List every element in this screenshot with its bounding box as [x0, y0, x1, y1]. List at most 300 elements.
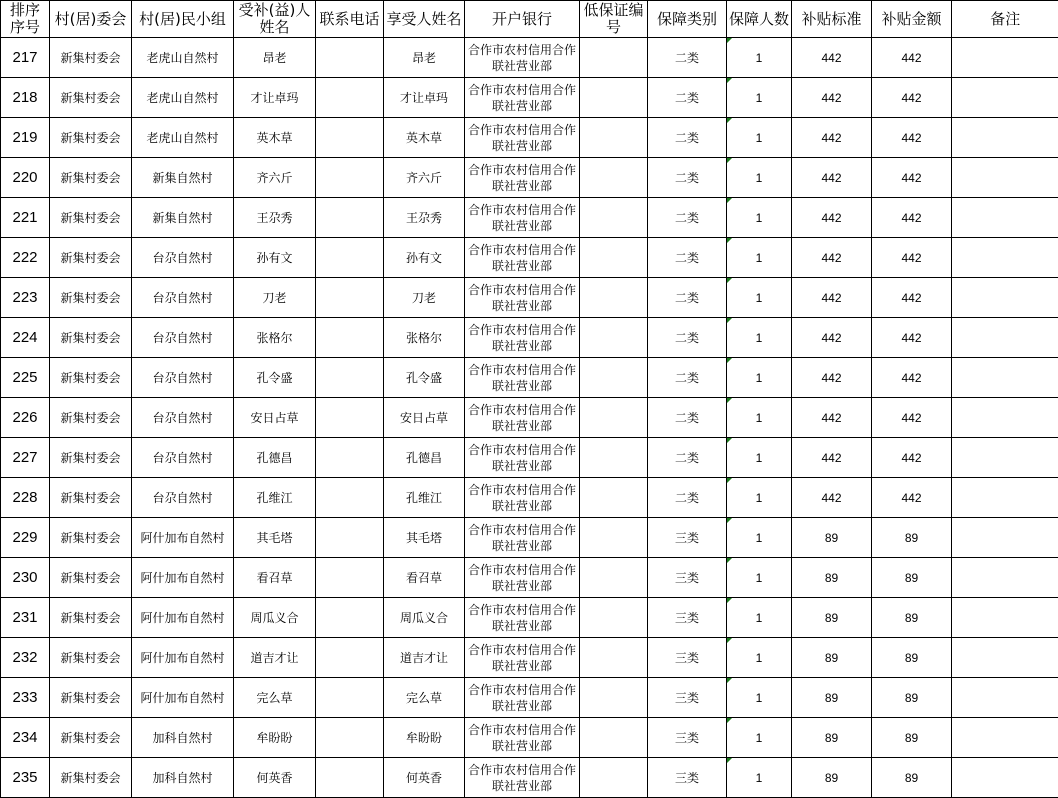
cell-bank: 合作市农村信用合作联社营业部	[465, 78, 580, 118]
cell-group: 台尕自然村	[132, 478, 234, 518]
cell-group: 加科自然村	[132, 718, 234, 758]
cell-count-value: 1	[756, 331, 763, 345]
comment-marker-icon	[727, 238, 732, 243]
cell-count	[727, 278, 792, 318]
cell-seq: 223	[1, 278, 50, 318]
cell-recipient: 王尕秀	[234, 198, 316, 238]
comment-marker-icon	[727, 358, 732, 363]
cell-seq: 231	[1, 598, 50, 638]
cell-standard: 89	[792, 758, 872, 798]
cell-bank: 合作市农村信用合作联社营业部	[465, 598, 580, 638]
header-phone: 联系电话	[316, 1, 384, 38]
cell-committee: 新集村委会	[50, 558, 132, 598]
cell-note	[952, 518, 1058, 558]
cell-count-value: 1	[756, 51, 763, 65]
cell-group: 阿什加布自然村	[132, 598, 234, 638]
table-row	[1, 358, 1058, 398]
cell-cert	[580, 318, 648, 358]
cell-count	[727, 78, 792, 118]
cell-note	[952, 598, 1058, 638]
cell-category: 三类	[648, 518, 727, 558]
cell-count-value: 1	[756, 171, 763, 185]
cell-committee: 新集村委会	[50, 318, 132, 358]
cell-phone	[316, 518, 384, 558]
cell-note	[952, 478, 1058, 518]
table-row	[1, 758, 1058, 798]
cell-phone	[316, 558, 384, 598]
cell-seq: 225	[1, 358, 50, 398]
cell-beneficiary: 孔德昌	[384, 438, 465, 478]
cell-category: 二类	[648, 158, 727, 198]
table-row	[1, 438, 1058, 478]
cell-committee: 新集村委会	[50, 358, 132, 398]
cell-amount: 442	[872, 118, 952, 158]
header-recipient: 受补(益)人姓名	[234, 1, 316, 38]
cell-beneficiary: 英木草	[384, 118, 465, 158]
cell-committee: 新集村委会	[50, 518, 132, 558]
cell-count	[727, 38, 792, 78]
cell-cert	[580, 38, 648, 78]
cell-note	[952, 318, 1058, 358]
cell-committee: 新集村委会	[50, 238, 132, 278]
cell-recipient: 安日占草	[234, 398, 316, 438]
cell-recipient: 刀老	[234, 278, 316, 318]
table-row	[1, 318, 1058, 358]
cell-amount: 89	[872, 558, 952, 598]
comment-marker-icon	[727, 718, 732, 723]
cell-phone	[316, 718, 384, 758]
cell-cert	[580, 438, 648, 478]
cell-cert	[580, 758, 648, 798]
cell-recipient: 周瓜义合	[234, 598, 316, 638]
cell-recipient: 张格尔	[234, 318, 316, 358]
cell-beneficiary: 刀老	[384, 278, 465, 318]
cell-standard: 442	[792, 398, 872, 438]
cell-bank: 合作市农村信用合作联社营业部	[465, 478, 580, 518]
cell-beneficiary: 完么草	[384, 678, 465, 718]
cell-group: 台尕自然村	[132, 238, 234, 278]
comment-marker-icon	[727, 438, 732, 443]
cell-committee: 新集村委会	[50, 78, 132, 118]
comment-marker-icon	[727, 198, 732, 203]
cell-standard: 89	[792, 718, 872, 758]
cell-count	[727, 558, 792, 598]
cell-amount: 442	[872, 158, 952, 198]
cell-bank: 合作市农村信用合作联社营业部	[465, 718, 580, 758]
cell-beneficiary: 孔维江	[384, 478, 465, 518]
cell-category: 三类	[648, 558, 727, 598]
cell-beneficiary: 其毛塔	[384, 518, 465, 558]
cell-beneficiary: 牟盼盼	[384, 718, 465, 758]
cell-group: 阿什加布自然村	[132, 518, 234, 558]
cell-cert	[580, 678, 648, 718]
cell-amount: 442	[872, 318, 952, 358]
cell-group: 台尕自然村	[132, 358, 234, 398]
table-row	[1, 718, 1058, 758]
cell-note	[952, 78, 1058, 118]
cell-seq: 229	[1, 518, 50, 558]
cell-cert	[580, 198, 648, 238]
cell-count-value: 1	[756, 611, 763, 625]
cell-phone	[316, 118, 384, 158]
cell-amount: 442	[872, 398, 952, 438]
cell-recipient: 孔令盛	[234, 358, 316, 398]
cell-count	[727, 718, 792, 758]
header-bank: 开户银行	[465, 1, 580, 38]
cell-phone	[316, 238, 384, 278]
cell-group: 台尕自然村	[132, 278, 234, 318]
table-row	[1, 198, 1058, 238]
cell-count-value: 1	[756, 371, 763, 385]
comment-marker-icon	[727, 278, 732, 283]
header-group: 村(居)民小组	[132, 1, 234, 38]
table-row	[1, 118, 1058, 158]
header-count: 保障人数	[727, 1, 792, 38]
cell-category: 二类	[648, 198, 727, 238]
cell-seq: 220	[1, 158, 50, 198]
cell-standard: 442	[792, 438, 872, 478]
cell-amount: 89	[872, 518, 952, 558]
cell-beneficiary: 道吉才让	[384, 638, 465, 678]
cell-standard: 442	[792, 478, 872, 518]
cell-count-value: 1	[756, 211, 763, 225]
cell-note	[952, 118, 1058, 158]
cell-standard: 89	[792, 678, 872, 718]
cell-group: 老虎山自然村	[132, 118, 234, 158]
cell-amount: 89	[872, 638, 952, 678]
cell-count-value: 1	[756, 451, 763, 465]
cell-count-value: 1	[756, 131, 763, 145]
cell-count-value: 1	[756, 491, 763, 505]
cell-note	[952, 238, 1058, 278]
cell-standard: 89	[792, 558, 872, 598]
cell-recipient: 道吉才让	[234, 638, 316, 678]
cell-category: 三类	[648, 638, 727, 678]
cell-count	[727, 758, 792, 798]
cell-category: 二类	[648, 278, 727, 318]
comment-marker-icon	[727, 38, 732, 43]
cell-group: 台尕自然村	[132, 438, 234, 478]
comment-marker-icon	[727, 158, 732, 163]
cell-note	[952, 158, 1058, 198]
cell-cert	[580, 278, 648, 318]
cell-phone	[316, 398, 384, 438]
cell-committee: 新集村委会	[50, 478, 132, 518]
cell-count-value: 1	[756, 291, 763, 305]
cell-category: 二类	[648, 118, 727, 158]
cell-beneficiary: 孙有文	[384, 238, 465, 278]
cell-phone	[316, 638, 384, 678]
cell-note	[952, 718, 1058, 758]
cell-recipient: 孙有文	[234, 238, 316, 278]
cell-count-value: 1	[756, 571, 763, 585]
table-row	[1, 478, 1058, 518]
cell-recipient: 完么草	[234, 678, 316, 718]
cell-note	[952, 758, 1058, 798]
table-row	[1, 158, 1058, 198]
cell-recipient: 齐六斤	[234, 158, 316, 198]
cell-seq: 233	[1, 678, 50, 718]
cell-bank: 合作市农村信用合作联社营业部	[465, 158, 580, 198]
cell-group: 老虎山自然村	[132, 38, 234, 78]
cell-count	[727, 638, 792, 678]
cell-count	[727, 318, 792, 358]
cell-bank: 合作市农村信用合作联社营业部	[465, 438, 580, 478]
cell-count-value: 1	[756, 91, 763, 105]
cell-committee: 新集村委会	[50, 718, 132, 758]
header-cert: 低保证编号	[580, 1, 648, 38]
cell-committee: 新集村委会	[50, 38, 132, 78]
cell-amount: 442	[872, 438, 952, 478]
cell-count	[727, 198, 792, 238]
cell-amount: 442	[872, 278, 952, 318]
cell-phone	[316, 598, 384, 638]
cell-recipient: 其毛塔	[234, 518, 316, 558]
cell-bank: 合作市农村信用合作联社营业部	[465, 518, 580, 558]
cell-committee: 新集村委会	[50, 758, 132, 798]
cell-count	[727, 678, 792, 718]
comment-marker-icon	[727, 318, 732, 323]
cell-seq: 218	[1, 78, 50, 118]
cell-cert	[580, 598, 648, 638]
cell-committee: 新集村委会	[50, 118, 132, 158]
cell-phone	[316, 158, 384, 198]
cell-note	[952, 438, 1058, 478]
cell-phone	[316, 678, 384, 718]
header-seq: 排序 序号	[1, 1, 50, 38]
cell-committee: 新集村委会	[50, 198, 132, 238]
cell-note	[952, 638, 1058, 678]
cell-bank: 合作市农村信用合作联社营业部	[465, 758, 580, 798]
cell-standard: 442	[792, 238, 872, 278]
cell-cert	[580, 78, 648, 118]
cell-phone	[316, 278, 384, 318]
cell-recipient: 牟盼盼	[234, 718, 316, 758]
cell-standard: 89	[792, 598, 872, 638]
cell-phone	[316, 358, 384, 398]
cell-bank: 合作市农村信用合作联社营业部	[465, 398, 580, 438]
cell-beneficiary: 王尕秀	[384, 198, 465, 238]
cell-note	[952, 558, 1058, 598]
cell-note	[952, 398, 1058, 438]
cell-count	[727, 238, 792, 278]
cell-seq: 219	[1, 118, 50, 158]
cell-committee: 新集村委会	[50, 438, 132, 478]
cell-phone	[316, 438, 384, 478]
table-row	[1, 678, 1058, 718]
cell-category: 二类	[648, 38, 727, 78]
header-amount: 补贴金额	[872, 1, 952, 38]
cell-seq: 221	[1, 198, 50, 238]
cell-seq: 230	[1, 558, 50, 598]
table-row	[1, 518, 1058, 558]
cell-bank: 合作市农村信用合作联社营业部	[465, 638, 580, 678]
cell-group: 阿什加布自然村	[132, 558, 234, 598]
cell-count	[727, 398, 792, 438]
cell-cert	[580, 638, 648, 678]
cell-count	[727, 438, 792, 478]
cell-standard: 442	[792, 198, 872, 238]
cell-cert	[580, 558, 648, 598]
comment-marker-icon	[727, 518, 732, 523]
cell-seq: 226	[1, 398, 50, 438]
cell-note	[952, 678, 1058, 718]
cell-note	[952, 358, 1058, 398]
comment-marker-icon	[727, 758, 732, 763]
cell-seq: 222	[1, 238, 50, 278]
cell-phone	[316, 198, 384, 238]
cell-amount: 442	[872, 38, 952, 78]
header-committee: 村(居)委会	[50, 1, 132, 38]
cell-bank: 合作市农村信用合作联社营业部	[465, 198, 580, 238]
cell-category: 二类	[648, 78, 727, 118]
cell-count-value: 1	[756, 691, 763, 705]
cell-count	[727, 158, 792, 198]
cell-category: 二类	[648, 238, 727, 278]
cell-committee: 新集村委会	[50, 398, 132, 438]
cell-seq: 227	[1, 438, 50, 478]
cell-count-value: 1	[756, 531, 763, 545]
cell-committee: 新集村委会	[50, 598, 132, 638]
cell-beneficiary: 齐六斤	[384, 158, 465, 198]
cell-beneficiary: 才让卓玛	[384, 78, 465, 118]
cell-group: 老虎山自然村	[132, 78, 234, 118]
cell-group: 新集自然村	[132, 198, 234, 238]
cell-beneficiary: 张格尔	[384, 318, 465, 358]
cell-count-value: 1	[756, 651, 763, 665]
cell-standard: 442	[792, 78, 872, 118]
cell-recipient: 何英香	[234, 758, 316, 798]
cell-count-value: 1	[756, 411, 763, 425]
cell-recipient: 昂老	[234, 38, 316, 78]
cell-phone	[316, 758, 384, 798]
table-row	[1, 398, 1058, 438]
comment-marker-icon	[727, 398, 732, 403]
cell-count-value: 1	[756, 771, 763, 785]
cell-count-value: 1	[756, 731, 763, 745]
cell-recipient: 看召草	[234, 558, 316, 598]
cell-seq: 232	[1, 638, 50, 678]
comment-marker-icon	[727, 558, 732, 563]
cell-category: 二类	[648, 438, 727, 478]
cell-group: 台尕自然村	[132, 318, 234, 358]
cell-standard: 442	[792, 358, 872, 398]
cell-standard: 442	[792, 118, 872, 158]
header-beneficiary: 享受人姓名	[384, 1, 465, 38]
cell-recipient: 英木草	[234, 118, 316, 158]
cell-seq: 228	[1, 478, 50, 518]
cell-bank: 合作市农村信用合作联社营业部	[465, 118, 580, 158]
table-body	[1, 38, 1058, 798]
cell-category: 二类	[648, 318, 727, 358]
cell-category: 二类	[648, 478, 727, 518]
cell-cert	[580, 718, 648, 758]
cell-bank: 合作市农村信用合作联社营业部	[465, 678, 580, 718]
cell-standard: 442	[792, 318, 872, 358]
cell-amount: 442	[872, 478, 952, 518]
cell-committee: 新集村委会	[50, 158, 132, 198]
cell-bank: 合作市农村信用合作联社营业部	[465, 358, 580, 398]
comment-marker-icon	[727, 478, 732, 483]
cell-beneficiary: 安日占草	[384, 398, 465, 438]
cell-bank: 合作市农村信用合作联社营业部	[465, 318, 580, 358]
table-row	[1, 638, 1058, 678]
cell-amount: 442	[872, 78, 952, 118]
header-note: 备注	[952, 1, 1058, 38]
header-category: 保障类别	[648, 1, 727, 38]
cell-seq: 235	[1, 758, 50, 798]
cell-count-value: 1	[756, 251, 763, 265]
cell-amount: 442	[872, 238, 952, 278]
cell-note	[952, 278, 1058, 318]
cell-phone	[316, 38, 384, 78]
cell-group: 阿什加布自然村	[132, 678, 234, 718]
cell-category: 三类	[648, 758, 727, 798]
cell-recipient: 才让卓玛	[234, 78, 316, 118]
cell-category: 三类	[648, 678, 727, 718]
cell-seq: 224	[1, 318, 50, 358]
cell-standard: 89	[792, 518, 872, 558]
cell-standard: 442	[792, 38, 872, 78]
cell-count	[727, 358, 792, 398]
cell-amount: 442	[872, 198, 952, 238]
cell-bank: 合作市农村信用合作联社营业部	[465, 38, 580, 78]
comment-marker-icon	[727, 598, 732, 603]
cell-seq: 217	[1, 38, 50, 78]
cell-beneficiary: 看召草	[384, 558, 465, 598]
cell-standard: 89	[792, 638, 872, 678]
cell-count	[727, 598, 792, 638]
cell-standard: 442	[792, 158, 872, 198]
cell-group: 台尕自然村	[132, 398, 234, 438]
cell-recipient: 孔德昌	[234, 438, 316, 478]
cell-amount: 89	[872, 758, 952, 798]
cell-count	[727, 518, 792, 558]
cell-amount: 442	[872, 358, 952, 398]
cell-amount: 89	[872, 678, 952, 718]
cell-category: 二类	[648, 398, 727, 438]
table-row	[1, 238, 1058, 278]
cell-category: 二类	[648, 358, 727, 398]
cell-bank: 合作市农村信用合作联社营业部	[465, 558, 580, 598]
cell-note	[952, 198, 1058, 238]
cell-cert	[580, 158, 648, 198]
table-row	[1, 558, 1058, 598]
cell-committee: 新集村委会	[50, 678, 132, 718]
cell-seq: 234	[1, 718, 50, 758]
table-row	[1, 78, 1058, 118]
cell-amount: 89	[872, 718, 952, 758]
comment-marker-icon	[727, 638, 732, 643]
cell-recipient: 孔维江	[234, 478, 316, 518]
cell-cert	[580, 518, 648, 558]
cell-group: 阿什加布自然村	[132, 638, 234, 678]
cell-cert	[580, 118, 648, 158]
table-row	[1, 38, 1058, 78]
cell-beneficiary: 昂老	[384, 38, 465, 78]
cell-beneficiary: 周瓜义合	[384, 598, 465, 638]
cell-bank: 合作市农村信用合作联社营业部	[465, 238, 580, 278]
table-row	[1, 598, 1058, 638]
cell-count	[727, 118, 792, 158]
cell-cert	[580, 398, 648, 438]
cell-committee: 新集村委会	[50, 638, 132, 678]
cell-group: 新集自然村	[132, 158, 234, 198]
cell-phone	[316, 78, 384, 118]
cell-phone	[316, 318, 384, 358]
cell-count	[727, 478, 792, 518]
comment-marker-icon	[727, 678, 732, 683]
